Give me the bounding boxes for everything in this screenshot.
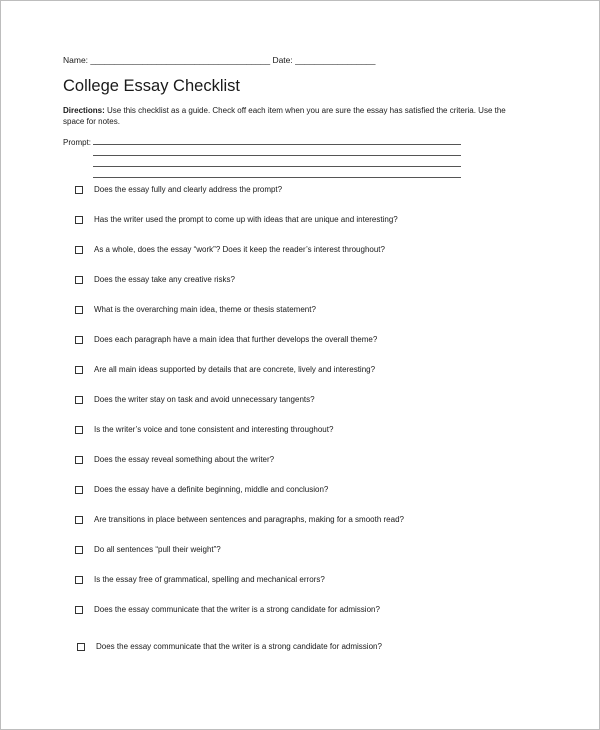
checklist-item-text: Does the essay communicate that the writer is a strong candidate for admission? xyxy=(94,605,380,614)
checklist-item-text: What is the overarching main idea, theme or thesis statement? xyxy=(94,305,316,314)
directions xyxy=(63,105,527,127)
checklist-item-text: Does the essay take any creative risks? xyxy=(94,275,235,284)
checklist-item xyxy=(75,185,282,194)
checkbox[interactable] xyxy=(75,516,83,524)
checkbox[interactable] xyxy=(75,336,83,344)
checkbox[interactable] xyxy=(75,396,83,404)
checkbox[interactable] xyxy=(75,366,83,374)
checklist-item xyxy=(75,305,316,314)
checklist-item xyxy=(75,425,333,434)
checklist-item xyxy=(75,455,274,464)
checklist-item-text: Is the writer’s voice and tone consistent and interesting throughout? xyxy=(94,425,334,434)
checklist-item-text: Does the essay fully and clearly address the prompt? xyxy=(94,185,283,194)
checkbox[interactable] xyxy=(75,186,83,194)
checklist-item xyxy=(75,545,221,554)
checkbox[interactable] xyxy=(75,306,83,314)
checklist-item-text: Do all sentences “pull their weight”? xyxy=(94,545,221,554)
date-label: Date: xyxy=(272,55,293,65)
checklist-item xyxy=(75,575,325,584)
checklist-item xyxy=(75,215,398,224)
header-line xyxy=(63,55,376,65)
prompt-line xyxy=(93,145,461,156)
checklist-item xyxy=(75,485,328,494)
checklist-item-text: Does the writer stay on task and avoid unnecessary tangents? xyxy=(94,395,315,404)
checklist-item-text: Are all main ideas supported by details that are concrete, lively and interesting? xyxy=(94,365,376,374)
checklist-item-text: Is the essay free of grammatical, spelling and mechanical errors? xyxy=(94,575,325,584)
checklist-item-text: Are transitions in place between sentences and paragraphs, making for a smooth read? xyxy=(94,515,404,524)
checklist-item xyxy=(75,365,375,374)
checkbox[interactable] xyxy=(75,576,83,584)
checkbox[interactable] xyxy=(75,246,83,254)
checkbox[interactable] xyxy=(75,546,83,554)
checklist-item xyxy=(75,395,315,404)
checklist-item xyxy=(75,245,385,254)
checklist-item-text: Has the writer used the prompt to come up with ideas that are unique and interesting? xyxy=(94,215,398,224)
checklist-item-text: Does the essay reveal something about the writer? xyxy=(94,455,275,464)
prompt-line xyxy=(93,156,461,167)
checklist-item-text: Does the essay have a definite beginning, middle and conclusion? xyxy=(94,485,329,494)
checkbox[interactable] xyxy=(75,486,83,494)
directions-label: Directions: xyxy=(63,106,105,115)
checkbox[interactable] xyxy=(75,216,83,224)
prompt-line xyxy=(93,167,461,178)
name-blank: ______________________________________ xyxy=(90,55,271,65)
prompt-line xyxy=(93,134,461,145)
page-title: College Essay Checklist xyxy=(63,77,240,95)
checklist-item xyxy=(75,275,235,284)
checkbox[interactable] xyxy=(77,643,85,651)
checklist-item-text: Does the essay communicate that the writer is a strong candidate for admission? xyxy=(96,642,382,651)
directions-text: Use this checklist as a guide. Check off each item when you are sure the essay has satisfied the criteria. Use the space for notes. xyxy=(63,106,506,126)
checklist-item xyxy=(75,515,404,524)
checklist-item xyxy=(77,642,382,651)
checkbox[interactable] xyxy=(75,276,83,284)
checkbox[interactable] xyxy=(75,606,83,614)
checklist-item xyxy=(75,335,377,344)
date-blank: _________________ xyxy=(295,55,376,65)
prompt-label: Prompt: xyxy=(63,138,92,147)
checklist-item xyxy=(75,605,380,614)
checklist-item-text: Does each paragraph have a main idea that further develops the overall theme? xyxy=(94,335,378,344)
name-label: Name: xyxy=(63,55,89,65)
checkbox[interactable] xyxy=(75,426,83,434)
prompt-lines xyxy=(93,134,461,178)
checklist-item-text: As a whole, does the essay “work”? Does it keep the reader’s interest throughout? xyxy=(94,245,385,254)
checkbox[interactable] xyxy=(75,456,83,464)
